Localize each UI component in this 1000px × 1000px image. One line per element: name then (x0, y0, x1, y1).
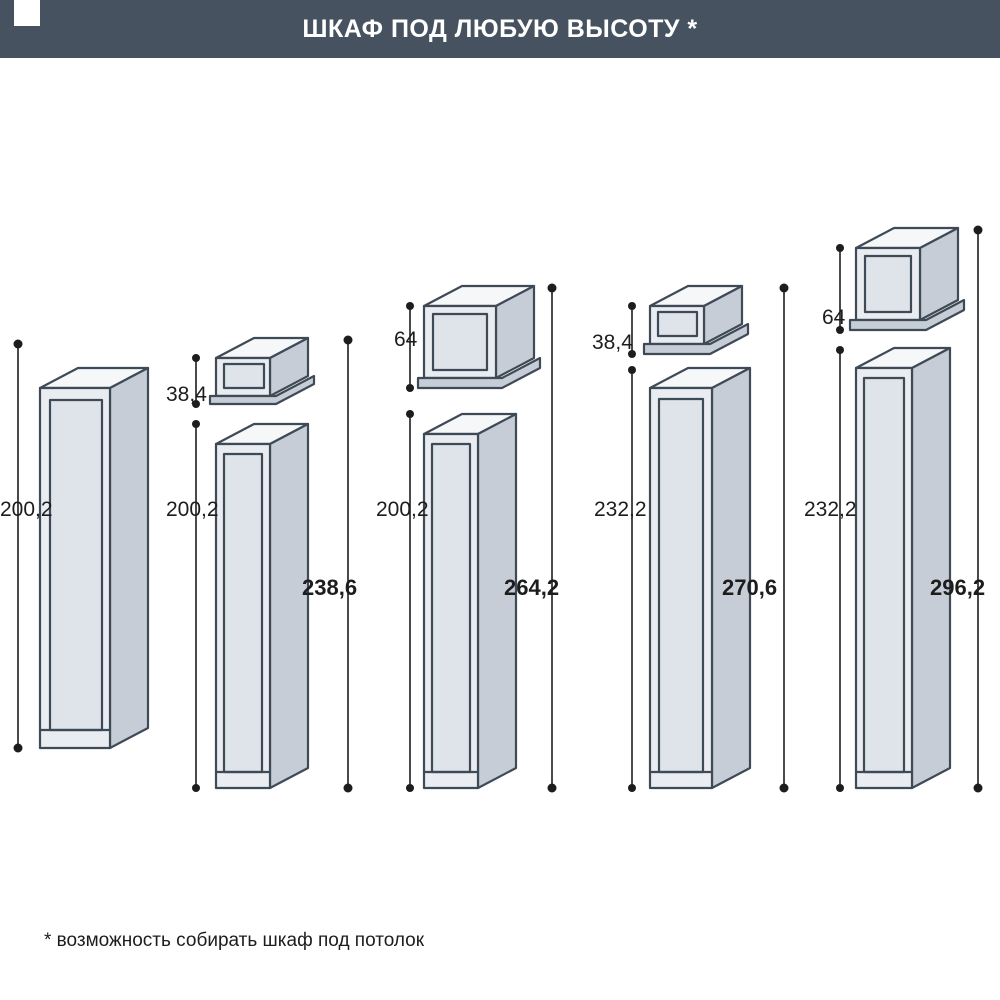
cabinet-variant-3-base (424, 414, 516, 788)
label-variant-2-base-height: 200,2 (166, 498, 219, 521)
header-corner-notch (14, 0, 40, 26)
label-variant-4-top-height: 38,4 (592, 331, 633, 354)
label-variant-4-base-height: 232,2 (594, 498, 647, 521)
cabinet-variant-2-base (216, 424, 308, 788)
page-title: ШКАФ ПОД ЛЮБУЮ ВЫСОТУ * (302, 14, 698, 43)
dimension-variant-1-base (14, 340, 23, 753)
cabinet-variant-5-base (856, 348, 950, 788)
cabinet-variant-2-top-module (210, 338, 314, 404)
header-bar (0, 0, 1000, 58)
cabinet-variant-5-top-module (850, 228, 964, 330)
label-variant-2-top-height: 38,4 (166, 383, 207, 406)
cabinet-variant-4-top-module (644, 286, 748, 354)
label-variant-3-base-height: 200,2 (376, 498, 429, 521)
label-variant-1-base-height: 200,2 (0, 498, 53, 521)
label-variant-5-base-height: 232,2 (804, 498, 857, 521)
label-variant-2-total-height: 238,6 (302, 575, 358, 600)
label-variant-5-top-height: 64 (822, 306, 846, 329)
footnote-text: * возможность собирать шкаф под потолок (44, 930, 425, 951)
label-variant-5-total-height: 296,2 (930, 575, 986, 600)
label-variant-3-top-height: 64 (394, 328, 418, 351)
cabinet-diagram (0, 58, 1000, 938)
cabinet-variant-3-top-module (418, 286, 540, 388)
label-variant-3-total-height: 264,2 (504, 575, 560, 600)
label-variant-4-total-height: 270,6 (722, 575, 778, 600)
cabinet-variant-1 (40, 368, 148, 748)
